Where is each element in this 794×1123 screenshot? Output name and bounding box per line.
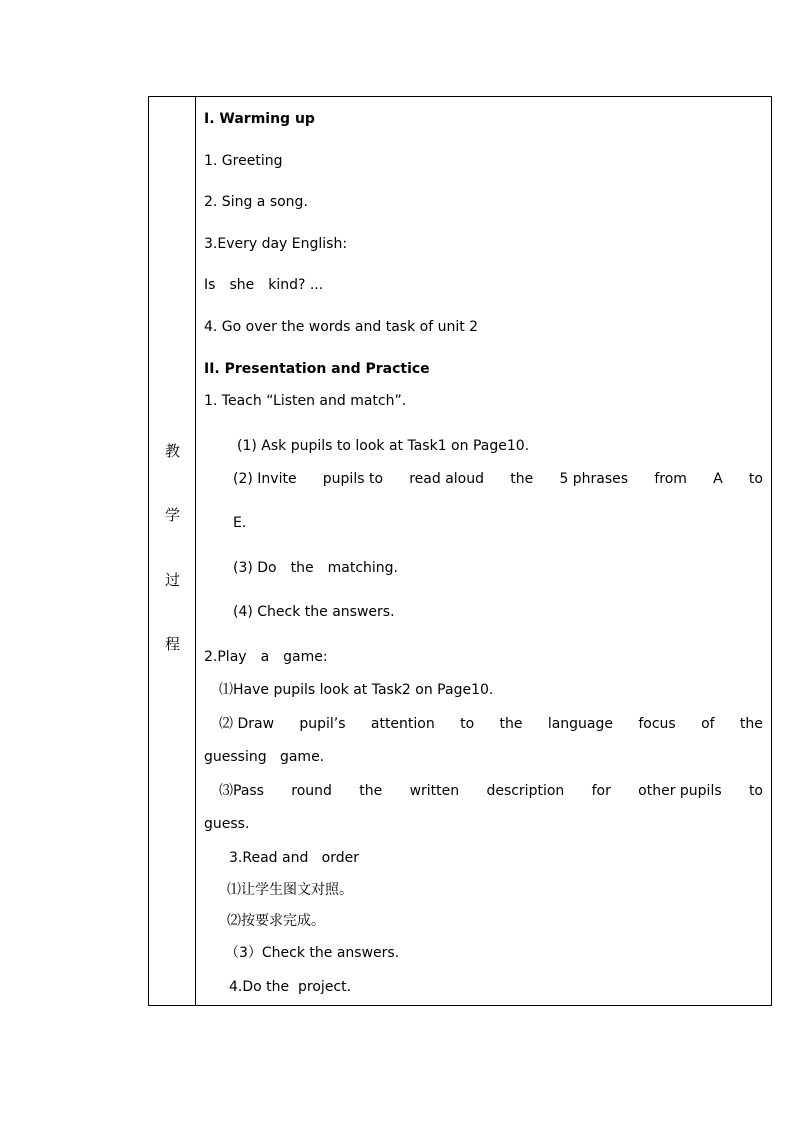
task-step: (2) Invite pupils to read aloud the 5 phrases from A to [233,471,763,487]
section-heading: II. Presentation and Practice [204,361,430,377]
task-step: ⑵按要求完成。 [227,913,325,929]
task-step: (4) Check the answers. [233,604,395,620]
list-item: 1. Greeting [204,153,283,169]
side-label-column [149,97,196,1005]
list-item: 3.Every day English: [204,236,348,252]
task-title: 4.Do the project. [229,979,352,995]
example-sentence: Is she kind? ... [204,277,324,293]
task-step: （3）Check the answers. [225,945,400,961]
side-label-char: 程 [164,635,180,653]
task-step: ⑴让学生图文对照。 [227,882,353,898]
task-step: E. [233,515,247,531]
teaching-process-content [197,97,771,1005]
side-label-char: 学 [164,506,180,524]
task-step: ⑴Have pupils look at Task2 on Page10. [219,682,494,698]
section-heading: I. Warming up [204,111,315,127]
task-step: (1) Ask pupils to look at Task1 on Page10. [237,438,530,454]
task-step: guess. [204,816,250,832]
task-title: 3.Read and order [229,850,360,866]
list-item: 4. Go over the words and task of unit 2 [204,319,479,335]
list-item: 2. Sing a song. [204,194,308,210]
task-step: guessing game. [204,749,325,765]
side-label-char: 教 [164,442,180,460]
side-label-char: 过 [164,571,180,589]
task-title: 1. Teach “Listen and match”. [204,393,407,409]
task-step: ⑵ Draw pupil’s attention to the language focus of the [219,716,763,732]
lesson-table [148,96,772,1006]
task-step: (3) Do the matching. [233,560,399,576]
task-title: 2.Play a game: [204,649,328,665]
task-step: ⑶Pass round the written description for other pupils to [219,783,763,799]
